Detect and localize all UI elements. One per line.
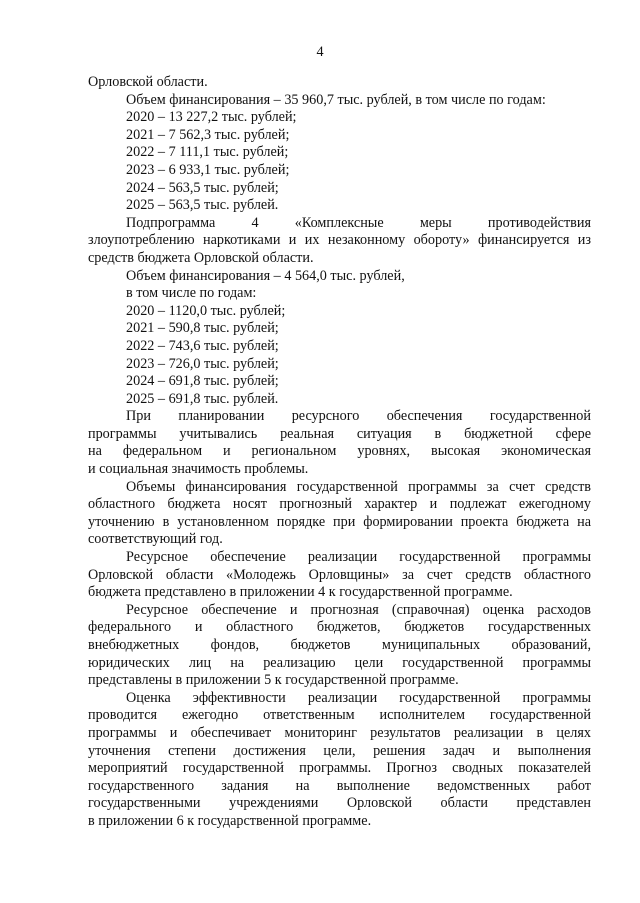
- text-line: в приложении 6 к государственной программе.: [88, 812, 372, 829]
- text-line: 2024 – 691,8 тыс. рублей;: [126, 373, 279, 390]
- text-line: 2022 – 743,6 тыс. рублей;: [126, 337, 279, 354]
- document-body: [88, 74, 591, 831]
- text-line: на федеральном и региональном уровнях, высокая экономическая: [88, 443, 591, 460]
- text-line: программы и обеспечивает мониторинг результатов реализации в целях: [88, 724, 591, 741]
- text-line: 2025 – 563,5 тыс. рублей.: [126, 197, 279, 214]
- text-line: Ресурсное обеспечение и прогнозная (справочная) оценка расходов: [126, 601, 591, 618]
- text-line: уточнению в установленном порядке при формировании проекта бюджета на: [88, 513, 591, 530]
- text-line: Объемы финансирования государственной программы за счет средств: [126, 478, 591, 495]
- text-line: При планировании ресурсного обеспечения государственной: [126, 408, 591, 425]
- text-line: 2021 – 7 562,3 тыс. рублей;: [126, 126, 290, 143]
- page-number: 4: [316, 44, 324, 60]
- text-line: Оценка эффективности реализации государственной программы: [126, 689, 591, 706]
- text-line: Объем финансирования – 35 960,7 тыс. рублей, в том числе по годам:: [126, 91, 546, 108]
- text-line: Подпрограмма 4 «Комплексные меры противодействия: [126, 214, 591, 231]
- text-line: мероприятий государственной программы. Прогноз сводных показателей: [88, 760, 591, 777]
- text-line: бюджета представлено в приложении 4 к государственной программе.: [88, 584, 513, 601]
- text-line: 2020 – 1120,0 тыс. рублей;: [126, 302, 286, 319]
- text-line: Объем финансирования – 4 564,0 тыс. рублей,: [126, 267, 405, 284]
- text-line: 2020 – 13 227,2 тыс. рублей;: [126, 109, 297, 126]
- text-line: юридических лиц на реализацию цели государственной программы: [88, 654, 591, 671]
- text-line: государственного задания на выполнение ведомственных работ: [88, 777, 591, 794]
- text-line: 2023 – 726,0 тыс. рублей;: [126, 355, 279, 372]
- text-line: 2022 – 7 111,1 тыс. рублей;: [126, 144, 289, 161]
- text-line: в том числе по годам:: [126, 285, 257, 302]
- text-line: Орловской области «Молодежь Орловщины» за счет средств областного: [88, 566, 591, 583]
- text-line: Ресурсное обеспечение реализации государственной программы: [126, 549, 591, 566]
- text-line: соответствующий год.: [88, 531, 223, 548]
- text-line: Орловской области.: [88, 74, 208, 90]
- text-line: областного бюджета носят прогнозный характер и подлежат ежегодному: [88, 496, 591, 513]
- text-line: уточнения степени достижения цели, решения задач и выполнения: [88, 742, 591, 759]
- text-line: внебюджетных фондов, бюджетов муниципальных образований,: [88, 637, 591, 653]
- text-line: федерального и областного бюджетов, бюджетов государственных: [88, 619, 591, 636]
- text-line: и социальная значимость проблемы.: [88, 461, 309, 478]
- text-line: средств бюджета Орловской области.: [88, 249, 314, 266]
- text-line: 2024 – 563,5 тыс. рублей;: [126, 179, 279, 196]
- text-line: 2023 – 6 933,1 тыс. рублей;: [126, 161, 290, 178]
- text-line: представлены в приложении 5 к государственной программе.: [88, 672, 459, 689]
- text-line: 2021 – 590,8 тыс. рублей;: [126, 320, 279, 337]
- text-line: 2025 – 691,8 тыс. рублей.: [126, 390, 279, 407]
- text-line: проводится ежегодно ответственным исполнителем государственной: [88, 707, 591, 724]
- text-line: программы учитывались реальная ситуация в бюджетной сфере: [88, 425, 591, 442]
- text-line: злоупотреблению наркотиками и их незаконному обороту» финансируется из: [88, 232, 591, 249]
- text-line: государственными учреждениями Орловской области представлен: [88, 795, 591, 812]
